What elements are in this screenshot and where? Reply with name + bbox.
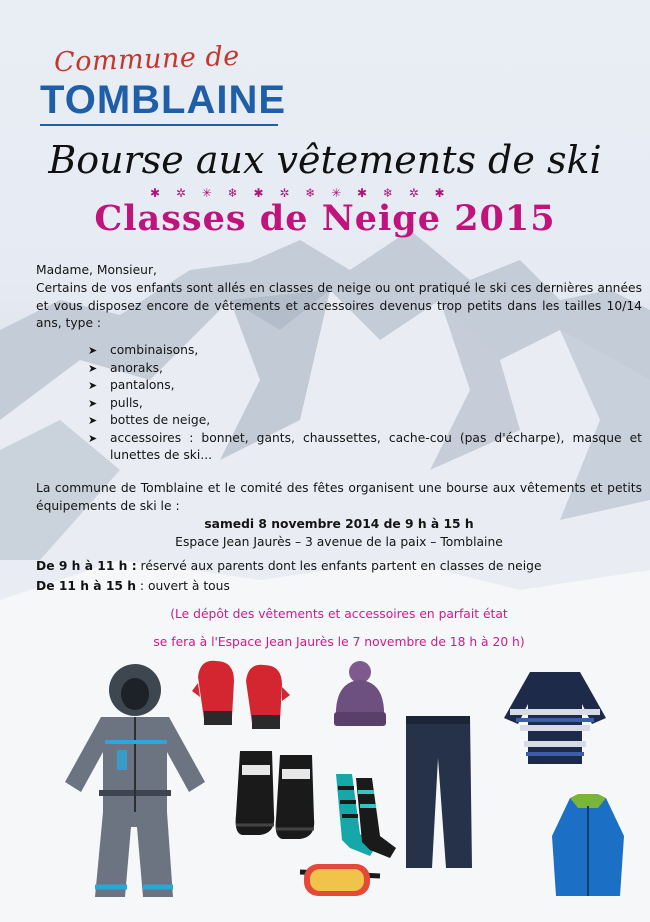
list-item: ➤ bottes de neige,: [80, 412, 642, 430]
slot-1-time: De 9 h à 11 h :: [36, 559, 137, 573]
snowflakes-decoration: ✱ ✲ ✳ ❄ ✱ ✲ ❄ ✳ ✱ ❄ ✲ ✱: [150, 186, 451, 200]
jeans-image: [398, 712, 478, 872]
snow-boots-image: [232, 745, 322, 845]
striped-sweater-image: [500, 668, 610, 768]
list-item: ➤ anoraks,: [80, 360, 642, 378]
gloves-image: [190, 655, 295, 740]
ski-jacket-image: [548, 792, 628, 904]
ski-goggles-image: [298, 858, 383, 903]
deposit-line-2: se fera à l'Espace Jean Jaurès le 7 novembre de 18 h à 20 h): [153, 635, 525, 649]
list-item: ➤ pantalons,: [80, 377, 642, 395]
poster-title: Bourse aux vêtements de ski: [48, 138, 602, 182]
event-date: samedi 8 novembre 2014 de 9 h à 15 h: [204, 517, 474, 531]
slot-2: [36, 578, 642, 596]
beanie-image: [330, 660, 390, 730]
organisers-paragraph: La commune de Tomblaine et le comité des fêtes organisent une bourse aux vêtements et petits équipements de ski le :: [36, 481, 642, 513]
logo-script-text: Commune de: [53, 40, 241, 79]
list-item: ➤ combinaisons,: [80, 342, 642, 360]
poster-subtitle: Classes de Neige 2015: [94, 198, 556, 239]
slot-1: [36, 558, 642, 576]
event-place: Espace Jean Jaurès – 3 avenue de la paix – Tomblaine: [175, 535, 503, 549]
deposit-line-1: (Le dépôt des vêtements et accessoires en parfait état: [170, 607, 508, 621]
logo-main-text: TOMBLAINE: [40, 78, 287, 122]
list-item: ➤ pulls,: [80, 395, 642, 413]
greeting: Madame, Monsieur,: [36, 263, 157, 277]
logo-underline: [40, 124, 278, 126]
slot-1-text: réservé aux parents dont les enfants partent en classes de neige: [136, 559, 542, 573]
list-item: ➤ accessoires : bonnet, gants, chaussettes, cache-cou (pas d'écharpe), masque et lunettes de ski...: [80, 430, 642, 465]
slot-2-time: De 11 h à 15 h: [36, 579, 136, 593]
intro-paragraph: Certains de vos enfants sont allés en classes de neige ou ont pratiqué le ski ces dernières années et vous disposez encore de vêtements et accessoires devenus trop petits dans les tailles 10/14 ans, type :: [36, 281, 642, 330]
ski-socks-image: [330, 770, 400, 860]
slot-2-text: : ouvert à tous: [135, 579, 230, 593]
commune-logo: [40, 40, 287, 132]
clothing-list: [80, 342, 642, 465]
